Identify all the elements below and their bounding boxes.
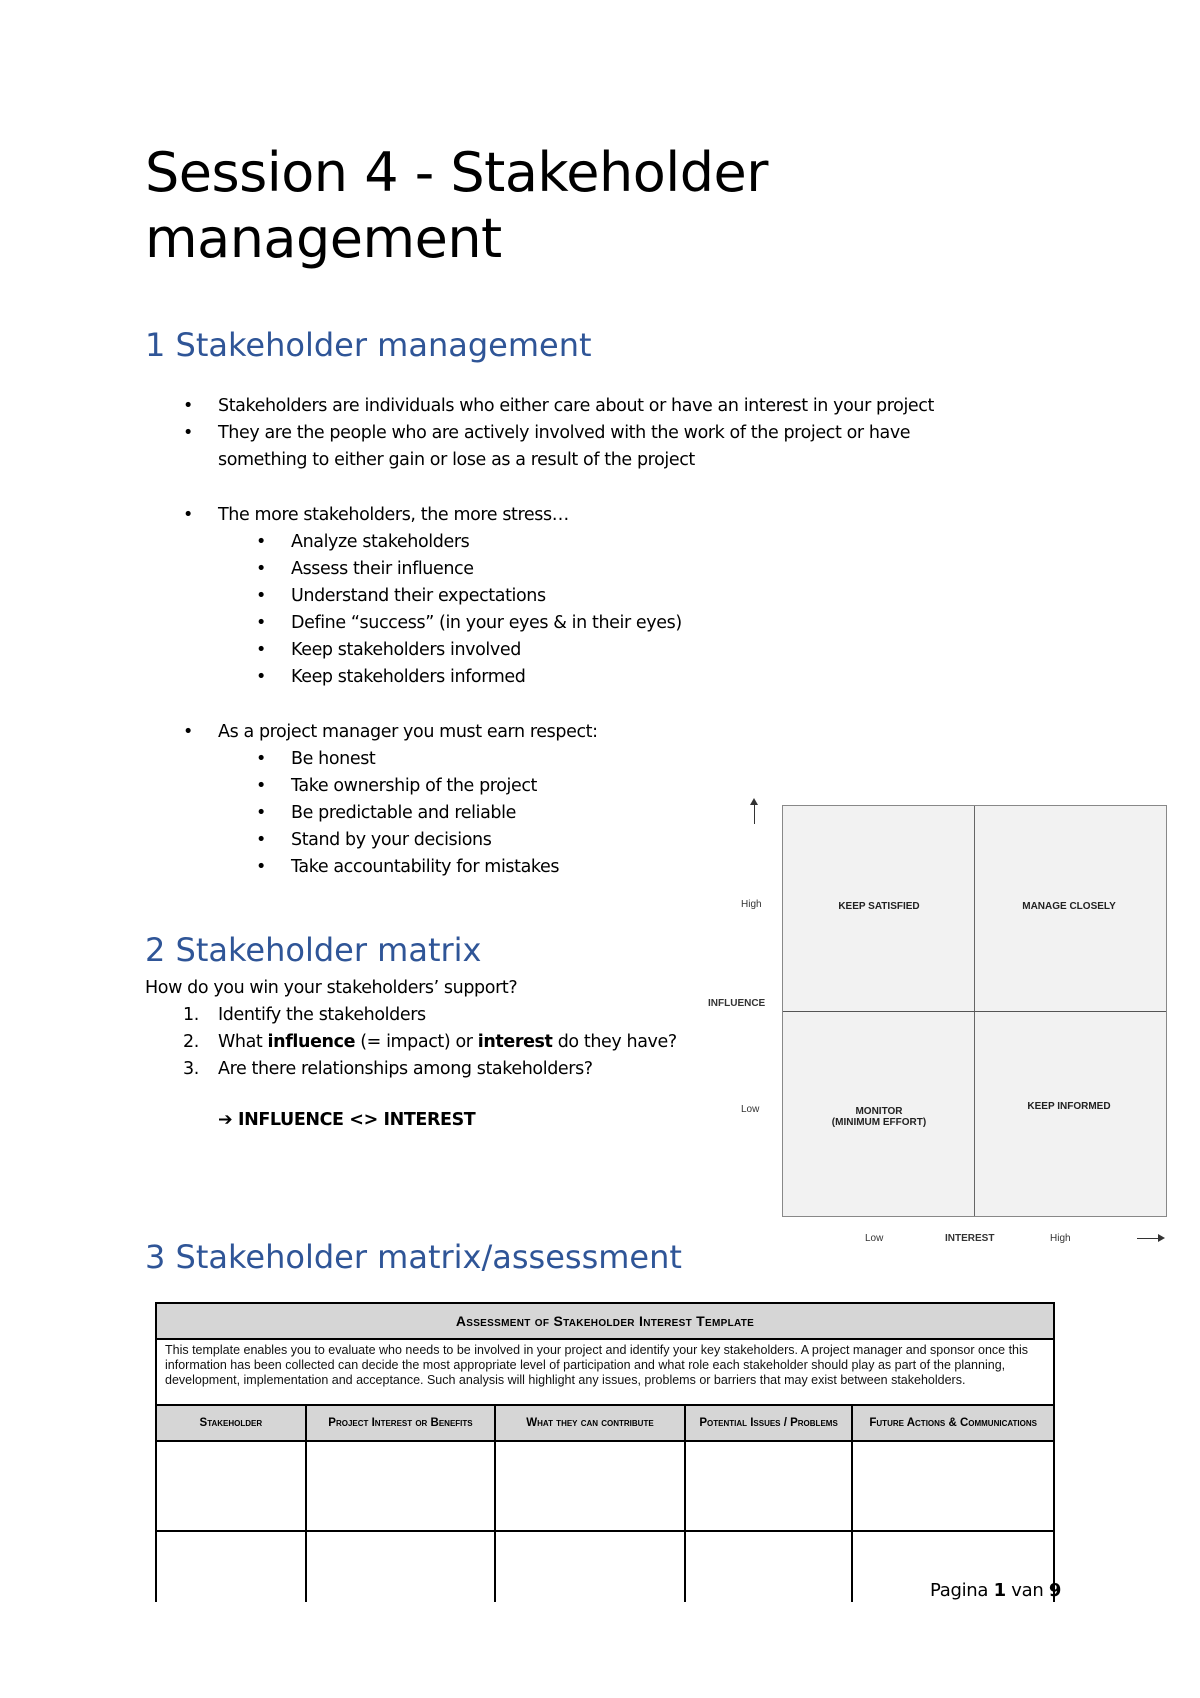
- list-item: 3. Are there relationships among stakeholders?: [183, 1059, 593, 1079]
- list-item: 2. What influence (= impact) or interest do they have?: [183, 1032, 677, 1052]
- bullet-icon: •: [256, 830, 266, 850]
- bullet-icon: •: [183, 505, 193, 525]
- table-title-row: [156, 1303, 1054, 1339]
- column-header: Potential Issues / Problems: [685, 1405, 853, 1441]
- table-cell[interactable]: [495, 1531, 685, 1602]
- x-axis-low-label: Low: [865, 1233, 884, 1244]
- column-header: What they can contribute: [495, 1405, 685, 1441]
- quadrant-monitor-sublabel: (MINIMUM EFFORT): [831, 1117, 927, 1128]
- y-axis-high-label: High: [741, 899, 762, 910]
- arrow-right-icon: [1137, 1238, 1159, 1239]
- table-cell[interactable]: [685, 1531, 853, 1602]
- quadrant-keep-informed: KEEP INFORMED: [1027, 1101, 1111, 1112]
- quadrant-monitor: [793, 1106, 965, 1128]
- bullet-icon: •: [183, 396, 193, 416]
- list-item: • Take ownership of the project: [218, 773, 718, 800]
- conclusion-text: INFLUENCE <> INTEREST: [237, 1110, 476, 1130]
- assessment-table: [155, 1302, 1055, 1602]
- y-axis-low-label: Low: [741, 1104, 760, 1115]
- bullet-icon: •: [256, 586, 266, 606]
- conclusion-line: [218, 1110, 475, 1130]
- table-cell[interactable]: [156, 1441, 306, 1531]
- list-item: • Stand by your decisions: [218, 827, 718, 854]
- column-header: Future Actions & Communications: [852, 1405, 1054, 1441]
- bullet-icon: •: [256, 776, 266, 796]
- table-cell[interactable]: [306, 1531, 496, 1602]
- bullet-icon: •: [256, 803, 266, 823]
- table-cell[interactable]: [306, 1441, 496, 1531]
- list-item: • Be predictable and reliable: [218, 800, 718, 827]
- list-item: • Understand their expectations: [218, 583, 718, 610]
- matrix-grid: [782, 805, 1167, 1217]
- table-cell[interactable]: [156, 1531, 306, 1602]
- list-item: • Keep stakeholders involved: [218, 637, 718, 664]
- bullet-icon: •: [256, 559, 266, 579]
- section-2-heading: 2 Stakeholder matrix: [145, 931, 482, 969]
- bullet-icon: •: [183, 722, 193, 742]
- x-axis-title: INTEREST: [945, 1233, 995, 1244]
- bullet-icon: •: [256, 613, 266, 633]
- table-description-row: [156, 1339, 1054, 1405]
- column-header: Stakeholder: [156, 1405, 306, 1441]
- list-item: • The more stakeholders, the more stress…: [218, 502, 718, 529]
- y-axis-title: INFLUENCE: [708, 998, 766, 1009]
- table-title: Assessment of Stakeholder Interest Template: [156, 1303, 1054, 1339]
- page-title: Session 4 - Stakeholder management: [145, 141, 768, 270]
- list-item: • Define “success” (in your eyes & in their eyes): [218, 610, 718, 637]
- numbered-list: [183, 1002, 718, 1083]
- list-item: • Take accountability for mistakes: [218, 854, 718, 881]
- bullet-icon: •: [256, 532, 266, 552]
- bullet-icon: •: [256, 749, 266, 769]
- arrow-up-icon: [754, 802, 755, 824]
- arrow-right-icon: ➔: [218, 1110, 233, 1130]
- list-item: • They are the people who are actively involved with the work of the project or have something to either gain or lose as a result of the project: [218, 420, 978, 474]
- stakeholder-matrix: [705, 795, 1175, 1245]
- table-row: [156, 1441, 1054, 1531]
- table-header-row: [156, 1405, 1054, 1441]
- section-3-heading: 3 Stakeholder matrix/assessment: [145, 1238, 682, 1276]
- list-item: • Be honest: [218, 746, 718, 773]
- table-cell[interactable]: [685, 1441, 853, 1531]
- section-2-intro: How do you win your stakeholders’ support?: [145, 978, 518, 998]
- list-item: • As a project manager you must earn respect:: [218, 719, 718, 746]
- list-item: • Keep stakeholders informed: [218, 664, 718, 691]
- quadrant-keep-satisfied: KEEP SATISFIED: [838, 901, 920, 912]
- bullet-icon: •: [256, 640, 266, 660]
- quadrant-monitor-label: MONITOR: [855, 1106, 903, 1117]
- table-cell[interactable]: [852, 1441, 1054, 1531]
- horizontal-divider: [783, 1011, 1166, 1012]
- quadrant-manage-closely: MANAGE CLOSELY: [1022, 901, 1116, 912]
- table-row: [156, 1531, 1054, 1602]
- list-item: • Stakeholders are individuals who either care about or have an interest in your project: [218, 393, 978, 420]
- section-1-heading: 1 Stakeholder management: [145, 326, 592, 364]
- page-number-footer: Pagina 1 van 9: [930, 1580, 1062, 1601]
- list-item: • Assess their influence: [218, 556, 718, 583]
- column-header: Project Interest or Benefits: [306, 1405, 496, 1441]
- stress-bullet-list: [183, 502, 718, 691]
- table-description: This template enables you to evaluate who needs to be involved in your project and identify your key stakeholders. A project manager and sponsor once this information has been collected can decide the most appropriate level of participation and what role each stakeholder should play as part of the planning, development, implementation and acceptance. Such analysis will highlight any issues, problems or barriers that may exist between stakeholders.: [156, 1339, 1054, 1405]
- respect-bullet-list: [183, 719, 718, 881]
- bullet-icon: •: [256, 667, 266, 687]
- table-cell[interactable]: [495, 1441, 685, 1531]
- x-axis-high-label: High: [1050, 1233, 1071, 1244]
- bullet-icon: •: [256, 857, 266, 877]
- intro-bullet-list: [183, 393, 978, 474]
- list-item: 1. Identify the stakeholders: [183, 1005, 426, 1025]
- bullet-icon: •: [183, 423, 193, 443]
- list-item: • Analyze stakeholders: [218, 529, 718, 556]
